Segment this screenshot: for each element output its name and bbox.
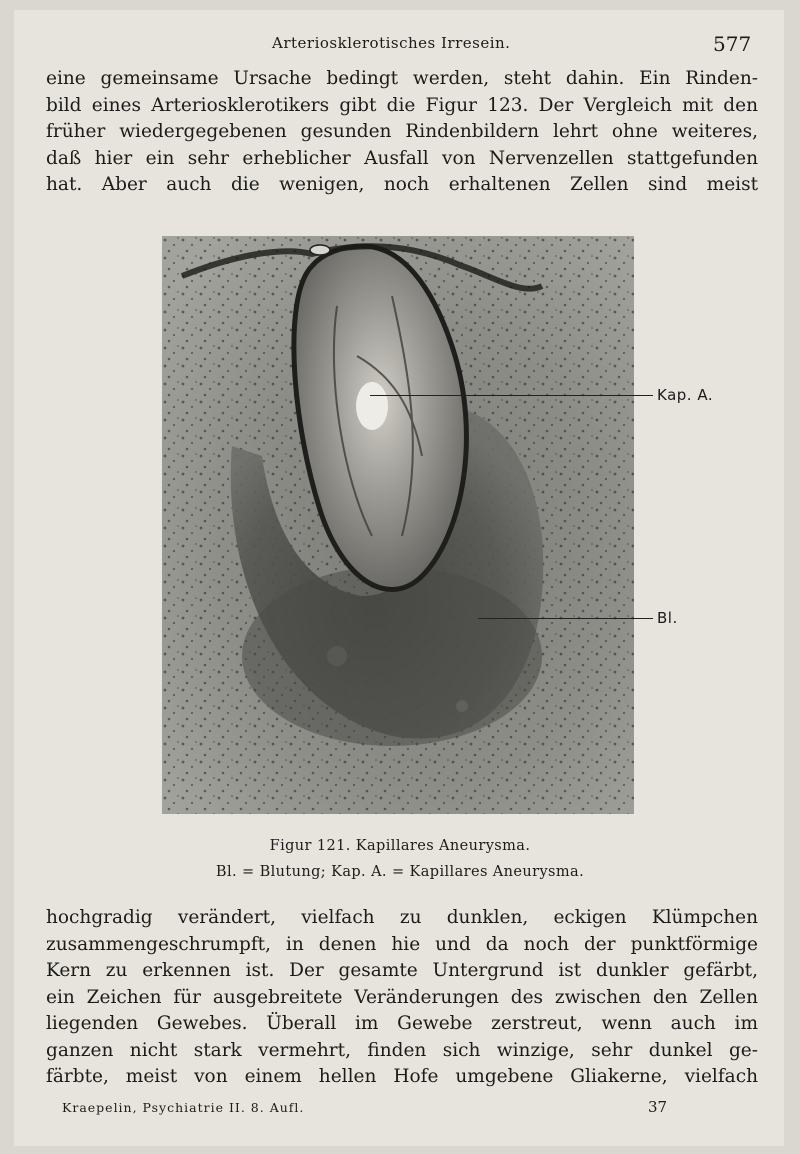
figure-caption-legend: Bl. = Blutung; Kap. A. = Kapillares Aneurysma.: [215, 864, 585, 880]
micrograph-figure: [162, 236, 634, 814]
running-head: Arteriosklerotisches Irresein.: [272, 34, 511, 52]
text-line: zusammengeschrumpft, in denen hie und da noch der punktförmige: [46, 933, 758, 955]
micrograph-image: [162, 236, 634, 814]
callout-line-kap: [370, 395, 653, 396]
paragraph-bottom: [46, 905, 758, 1091]
text-line: bild eines Arteriosklerotikers gibt die Figur 123. Der Vergleich mit den: [46, 94, 758, 116]
footer-sheet-number: 37: [648, 1098, 668, 1116]
text-line: ganzen nicht stark vermehrt, finden sich winzige, sehr dunkel ge-: [46, 1039, 758, 1061]
text-line: eine gemeinsame Ursache bedingt werden, steht dahin. Ein Rinden-: [46, 68, 758, 89]
text-line: hochgradig verändert, vielfach zu dunklen, eckigen Klümpchen: [46, 907, 758, 928]
text-line: ein Zeichen für ausgebreitete Veränderungen des zwischen den Zellen: [46, 986, 758, 1008]
paragraph-top: [46, 66, 758, 199]
footer-signature: Kraepelin, Psychiatrie II. 8. Aufl.: [62, 1100, 305, 1115]
text-line: hat. Aber auch die wenigen, noch erhaltenen Zellen sind meist: [46, 174, 758, 195]
callout-kap: Kap. A.: [657, 386, 714, 404]
page-number: 577: [713, 32, 752, 56]
text-line: Kern zu erkennen ist. Der gesamte Untergrund ist dunkler gefärbt,: [46, 960, 758, 981]
text-line: liegenden Gewebes. Überall im Gewebe zerstreut, wenn auch im: [46, 1013, 758, 1034]
text-line: daß hier ein sehr erheblicher Ausfall von Nervenzellen stattgefunden: [46, 147, 758, 169]
text-line: färbte, meist von einem hellen Hofe umgebene Gliakerne, vielfach: [46, 1066, 758, 1087]
text-line: früher wiedergegebenen gesunden Rindenbildern lehrt ohne weiteres,: [46, 121, 758, 142]
callout-line-bl: [478, 618, 653, 619]
callout-bl: Bl.: [657, 609, 678, 627]
figure-caption-title: Figur 121. Kapillares Aneurysma.: [269, 838, 531, 854]
